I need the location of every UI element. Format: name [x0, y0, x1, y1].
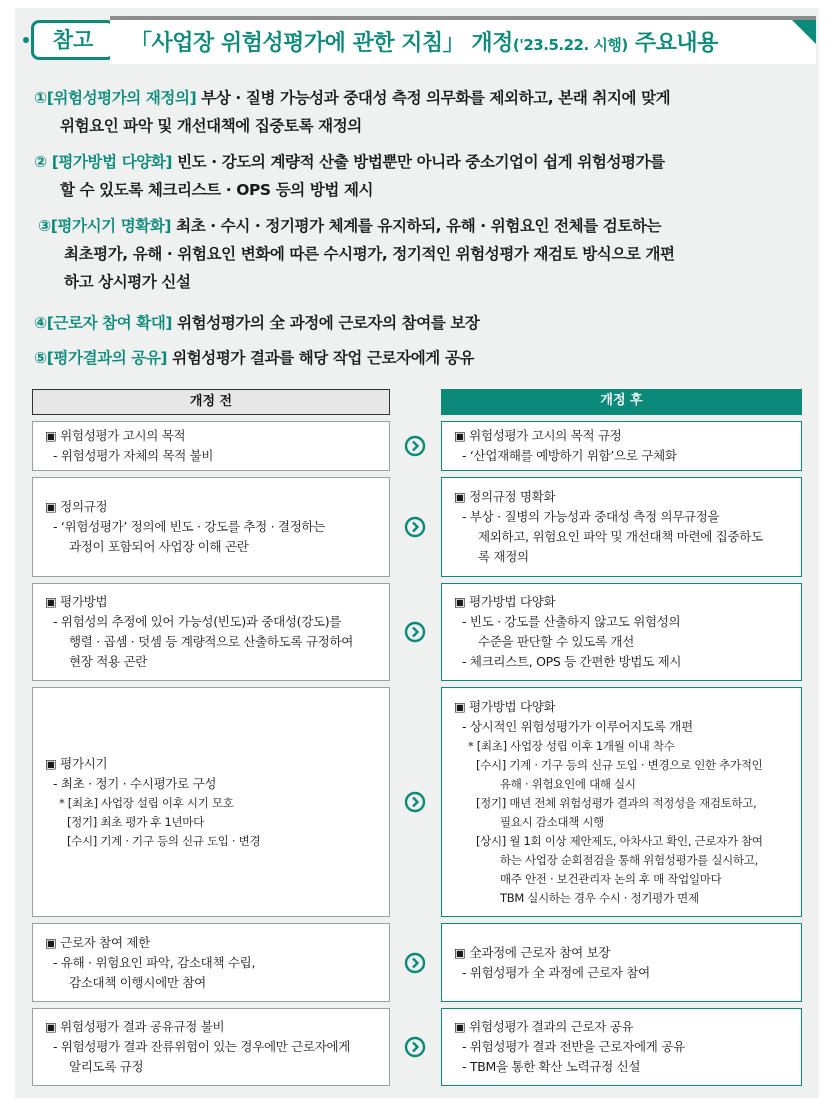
- tag-left-dot: [23, 37, 29, 43]
- bullet-4: [34, 309, 480, 337]
- bullet-text: 최초평가, 유해 · 위험요인 변화에 따른 수시평가, 정기적인 위험성평가 재검토 방식으로 개편: [64, 245, 675, 263]
- cell-note: [정기] 최초 평가 후 1년마다: [67, 814, 204, 829]
- after-cell-sharing: [441, 1008, 802, 1086]
- cell-title: ▣ 정의규정 명확화: [454, 489, 556, 504]
- cell-title: ▣ 위험성평가 고시의 목적 규정: [454, 428, 622, 443]
- page-title: [130, 26, 718, 57]
- header: [15, 8, 819, 70]
- title-main: 「사업장 위험성평가에 관한 지침」 개정: [130, 31, 513, 56]
- column-header-before: 개정 전: [32, 389, 390, 415]
- bullet-text: 최초 · 수시 · 정기평가 체계를 유지하되, 유해 · 위험요인 전체를 검토하는: [171, 217, 662, 235]
- cell-line: - 위험성의 추정에 있어 가능성(빈도)과 중대성(강도)를: [53, 614, 342, 629]
- cell-title: ▣ 위험성평가 고시의 목적: [45, 428, 186, 443]
- bullet-1: [34, 84, 670, 140]
- title-date: ('23.5.22. 시행): [512, 36, 628, 54]
- bullet-heading: [평가방법 다양화]: [46, 153, 173, 171]
- before-cell-participation: [32, 923, 390, 1002]
- cell-line: - 위험성평가 자체의 목적 불비: [53, 448, 214, 463]
- cell-line: 제외하고, 위험요인 파악 및 개선대책 마련에 집중하도: [478, 529, 763, 544]
- cell-note: [정기] 매년 전체 위험성평가 결과의 적정성을 재검토하고,: [476, 795, 757, 810]
- cell-note: [상시] 월 1회 이상 제안제도, 아차사고 확인, 근로자가 참여: [476, 833, 763, 848]
- bullet-text: 위험요인 파악 및 개선대책에 집중토록 재정의: [60, 117, 362, 135]
- bullet-5: [34, 344, 474, 372]
- arrow-right-icon: [404, 1036, 426, 1058]
- cell-note: 하는 사업장 순회점검을 통해 위험성평가를 실시하고,: [500, 852, 758, 867]
- cell-note: [수시] 기계 · 기구 등의 신규 도입 · 변경으로 인한 추가적인: [476, 757, 763, 772]
- arrow-right-icon: [404, 435, 426, 457]
- column-header-after: 개정 후: [441, 389, 802, 415]
- bullet-2: [34, 148, 665, 204]
- after-cell-definition: [441, 477, 802, 577]
- cell-line: - 상시적인 위험성평가가 이루어지도록 개편: [462, 718, 693, 734]
- cell-title: ▣ 全과정에 근로자 참여 보장: [454, 944, 611, 960]
- cell-line: - 유해 · 위험요인 파악, 감소대책 수립,: [53, 954, 256, 970]
- before-cell-sharing: [32, 1008, 390, 1086]
- cell-title: ▣ 평가방법 다양화: [454, 594, 556, 609]
- cell-note: 유해 · 위험요인에 대해 실시: [500, 776, 636, 791]
- cell-line: - 위험성평가 全 과정에 근로자 참여: [462, 964, 650, 980]
- cell-line: - ‘위험성평가’ 정의에 빈도 · 강도를 추정 · 결정하는: [53, 519, 326, 534]
- cell-line: 록 재정의: [478, 549, 529, 564]
- after-cell-method: [441, 583, 802, 681]
- cell-line: 감소대책 이행시에만 참여: [69, 974, 206, 990]
- cell-title: ▣ 위험성평가 결과 공유규정 불비: [45, 1019, 225, 1034]
- after-cell-timing: [441, 687, 802, 917]
- bullet-heading: [근로자 참여 확대]: [46, 314, 173, 332]
- cell-line: - 위험성평가 결과 잔류위험이 있는 경우에만 근로자에게: [53, 1039, 351, 1054]
- before-cell-method: [32, 583, 390, 681]
- arrow-right-icon: [404, 621, 426, 643]
- arrow-right-icon: [404, 791, 426, 813]
- title-bar: [110, 16, 816, 64]
- title-corner-decoration: [792, 20, 816, 44]
- bullet-number: ②: [34, 153, 47, 171]
- cell-title: ▣ 평가방법: [45, 594, 108, 609]
- arrow-right-icon: [404, 952, 426, 974]
- bullet-text: 위험성평가의 全 과정에 근로자의 참여를 보장: [172, 314, 480, 332]
- cell-line: - TBM을 통한 확산 노력규정 신설: [462, 1059, 641, 1074]
- cell-line: 행렬 · 곱셈 · 덧셈 등 계량적으로 산출하도록 규정하여: [69, 634, 354, 649]
- bullet-text: 빈도 · 강도의 계량적 산출 방법뿐만 아니라 중소기업이 쉽게 위험성평가를: [172, 153, 665, 171]
- bullet-text: 할 수 있도록 체크리스트 · OPS 등의 방법 제시: [60, 181, 374, 199]
- cell-line: - ‘산업재해를 예방하기 위함’으로 구체화: [462, 448, 677, 463]
- bullet-heading: [평가결과의 공유]: [46, 349, 168, 367]
- cell-line: - 부상 · 질병의 가능성과 중대성 측정 의무규정을: [462, 509, 720, 524]
- cell-title: ▣ 정의규정: [45, 499, 108, 514]
- bullet-text: 부상 · 질병 가능성과 중대성 측정 의무화를 제외하고, 본래 취지에 맞게: [196, 89, 671, 107]
- bullet-number: ①: [34, 89, 47, 107]
- cell-line: - 빈도 · 강도를 산출하지 않고도 위험성의: [462, 614, 681, 629]
- arrow-right-icon: [404, 516, 426, 538]
- cell-note: * [최초] 사업장 성립 이후 1개월 이내 착수: [468, 738, 675, 753]
- cell-line: - 위험성평가 결과 전반을 근로자에게 공유: [462, 1039, 685, 1054]
- before-cell-timing: [32, 687, 390, 917]
- reference-tag: 참고: [31, 20, 115, 60]
- bullet-text: 하고 상시평가 신설: [64, 273, 191, 291]
- cell-line: 현장 적용 곤란: [69, 654, 147, 669]
- cell-note: TBM 실시하는 경우 수시 · 정기평가 면제: [500, 890, 699, 905]
- after-cell-participation: [441, 923, 802, 1002]
- bullet-text: 위험성평가 결과를 해당 작업 근로자에게 공유: [167, 349, 474, 367]
- cell-note: * [최초] 사업장 설립 이후 시기 모호: [59, 795, 234, 810]
- cell-note: 필요시 감소대책 시행: [500, 814, 604, 829]
- bullet-heading: [위험성평가의 재정의]: [46, 89, 197, 107]
- cell-line: 알리도록 규정: [69, 1059, 144, 1074]
- cell-note: [수시] 기계 · 기구 등의 신규 도입 · 변경: [67, 833, 261, 848]
- cell-note: 매주 안전 · 보건관리자 논의 후 매 작업일마다: [500, 871, 722, 886]
- before-cell-definition: [32, 477, 390, 577]
- cell-line: 수준을 판단할 수 있도록 개선: [478, 634, 634, 649]
- cell-line: 과정이 포함되어 사업장 이해 곤란: [69, 539, 249, 554]
- cell-line: - 최초 · 정기 · 수시평가로 구성: [53, 775, 217, 791]
- title-tail: 주요내용: [627, 31, 718, 56]
- bullet-number: ⑤: [34, 349, 47, 367]
- bullet-number: ④: [34, 314, 47, 332]
- bullet-3: [38, 212, 675, 296]
- before-cell-purpose: [32, 421, 390, 471]
- cell-line: - 체크리스트, OPS 등 간편한 방법도 제시: [462, 654, 682, 669]
- after-cell-purpose: [441, 421, 802, 471]
- bullet-heading: [평가시기 명확화]: [50, 217, 172, 235]
- cell-title: ▣ 평가방법 다양화: [454, 698, 556, 714]
- cell-title: ▣ 근로자 참여 제한: [45, 934, 150, 950]
- cell-title: ▣ 위험성평가 결과의 근로자 공유: [454, 1019, 634, 1034]
- cell-title: ▣ 평가시기: [45, 755, 108, 771]
- bullet-number: ③: [38, 217, 51, 235]
